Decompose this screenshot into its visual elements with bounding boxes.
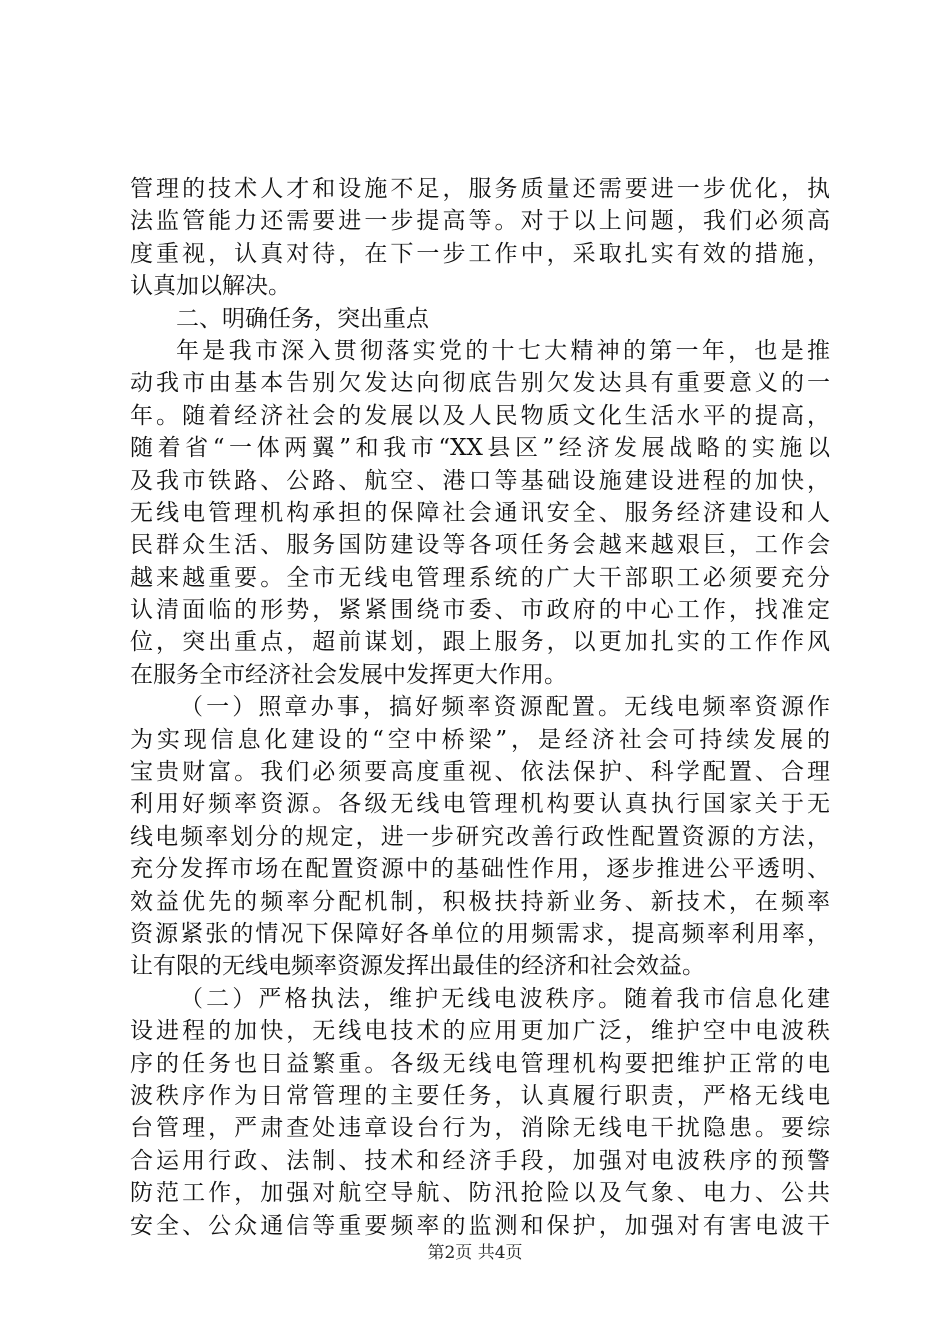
text-line: 宝贵财富。我们必须要高度重视、依法保护、科学配置、合理 (130, 759, 830, 786)
text-line: 随着省“一体两翼”和我市“XX县区”经济发展战略的实施以 (130, 435, 830, 462)
text-line: 为实现信息化建设的“空中桥梁”，是经济社会可持续发展的 (130, 726, 830, 753)
section-heading (130, 303, 830, 335)
paragraph-2 (130, 335, 830, 691)
text-line: 线电频率划分的规定，进一步研究改善行政性配置资源的方法， (130, 823, 830, 850)
text-line: 无线电管理机构承担的保障社会通讯安全、服务经济建设和人 (130, 499, 830, 526)
text-line: 法监管能力还需要进一步提高等。对于以上问题，我们必须高 (130, 208, 830, 235)
text-line: 效益优先的频率分配机制，积极扶持新业务、新技术，在频率 (130, 888, 830, 915)
text-line: 年。随着经济社会的发展以及人民物质文化生活水平的提高， (130, 402, 830, 429)
text-line: 让有限的无线电频率资源发挥出最佳的经济和社会效益。 (130, 953, 705, 980)
paragraph-3 (130, 691, 830, 983)
paragraph-4 (130, 983, 830, 1242)
text-line: 充分发挥市场在配置资源中的基础性作用，逐步推进公平透明、 (130, 856, 830, 883)
heading-text: 二、明确任务，突出重点 (176, 305, 429, 332)
paragraph-1 (130, 173, 830, 303)
text-line: 管理的技术人才和设施不足，服务质量还需要进一步优化，执 (130, 176, 830, 202)
text-line: 位，突出重点，超前谋划，跟上服务，以更加扎实的工作作风 (130, 629, 830, 656)
text-line: 波秩序作为日常管理的主要任务，认真履行职责，严格无线电 (130, 1082, 830, 1109)
text-line: 安全、公众通信等重要频率的监测和保护，加强对有害电波干 (130, 1212, 830, 1239)
text-line: 在服务全市经济社会发展中发挥更大作用。 (130, 661, 567, 688)
text-line: 认真加以解决。 (130, 273, 291, 300)
text-line: 民群众生活、服务国防建设等各项任务会越来越艰巨，工作会 (130, 532, 830, 559)
text-line: 利用好频率资源。各级无线电管理机构要认真执行国家关于无 (130, 791, 830, 818)
text-line: 认清面临的形势，紧紧围绕市委、市政府的中心工作，找准定 (130, 597, 830, 624)
text-line: 越来越重要。全市无线电管理系统的广大干部职工必须要充分 (130, 564, 830, 591)
text-line: 及我市铁路、公路、航空、港口等基础设施建设进程的加快， (130, 467, 830, 494)
document-body (130, 173, 830, 1242)
text-line: 资源紧张的情况下保障好各单位的用频需求，提高频率利用率， (130, 920, 830, 947)
text-line: 合运用行政、法制、技术和经济手段，加强对电波秩序的预警 (130, 1147, 830, 1174)
text-line: 设进程的加快，无线电技术的应用更加广泛，维护空中电波秩 (130, 1018, 830, 1045)
page-number-footer: 第2页 共4页 (427, 1243, 523, 1263)
text-line: 序的任务也日益繁重。各级无线电管理机构要把维护正常的电 (130, 1050, 830, 1077)
text-line: 度重视，认真对待，在下一步工作中，采取扎实有效的措施， (130, 240, 830, 267)
text-line: 动我市由基本告别欠发达向彻底告别欠发达具有重要意义的一 (130, 370, 830, 397)
text-line: 年是我市深入贯彻落实党的十七大精神的第一年，也是推 (176, 337, 830, 364)
text-line: 防范工作，加强对航空导航、防汛抢险以及气象、电力、公共 (130, 1180, 830, 1207)
text-line: 台管理，严肃查处违章设台行为，消除无线电干扰隐患。要综 (130, 1115, 830, 1142)
text-line: （二）严格执法，维护无线电波秩序。随着我市信息化建 (180, 985, 830, 1012)
text-line: （一）照章办事，搞好频率资源配置。无线电频率资源作 (180, 694, 830, 721)
